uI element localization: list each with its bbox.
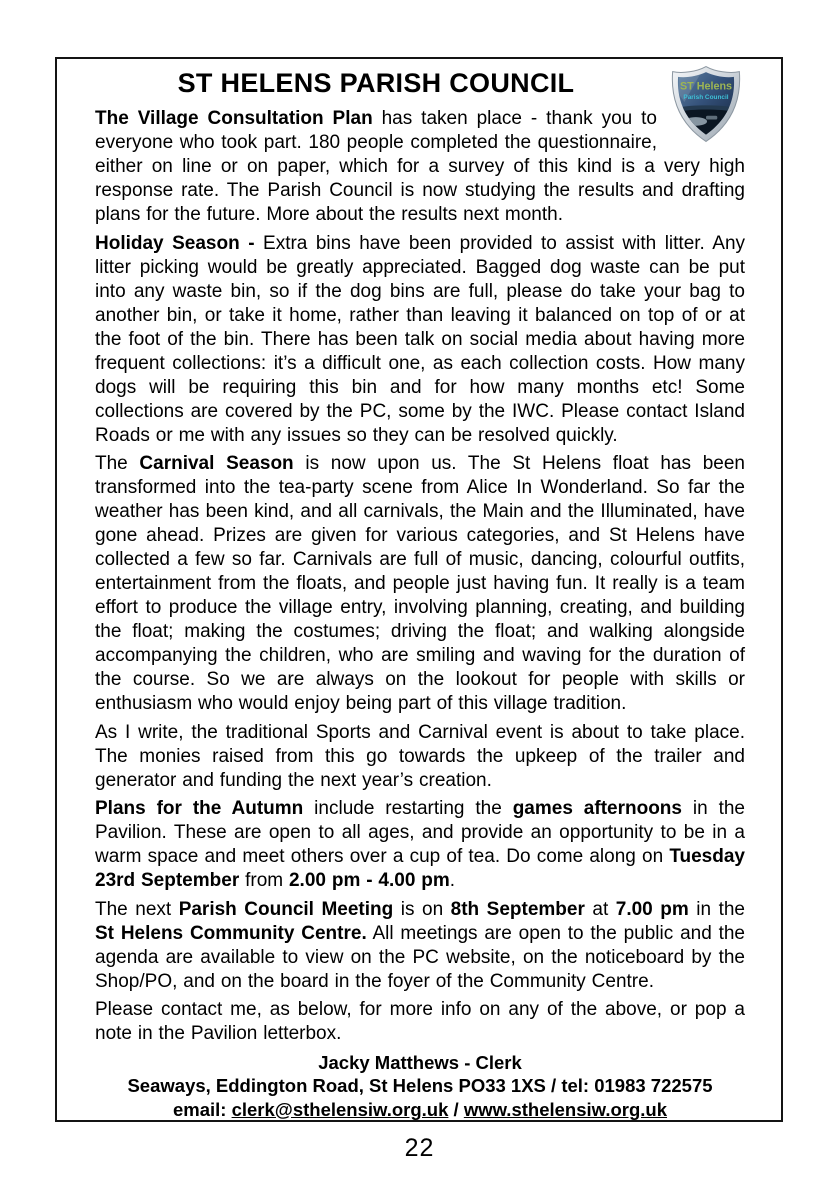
clerk-contact-footer bbox=[95, 1051, 745, 1122]
email-link[interactable]: clerk@sthelensiw.org.uk bbox=[231, 1098, 449, 1120]
website-link[interactable]: www.sthelensiw.org.uk bbox=[463, 1098, 668, 1120]
article-content bbox=[95, 65, 745, 1051]
shield-crest-icon bbox=[667, 65, 745, 143]
paragraph-contact-note bbox=[95, 998, 745, 1046]
autumn-plans-heading: Plans for the Autumn bbox=[95, 798, 304, 819]
bordered-article-panel bbox=[55, 57, 783, 1122]
text-run: is now upon us. The St Helens float has been transformed into the tea-party scene from Alice In Wonderland. So far the weather has been kind, and all carnivals, the Main and the Illuminated, have gone ahead. Prizes are given for various categories, and St Helens have collected a few so far. Carnivals are full of music, dancing, colourful outfits, entertainment from the floats, and people just having fun. It really is a team effort to produce the village entry, involving planning, creating, and building the float; making the costumes; driving the float; and walking alongside accompanying the children, who are smiling and waving for the duration of the course. So we are always on the lookout for people with skills or enthusiasm who would enjoy being part of this village tradition. bbox=[95, 453, 745, 714]
games-date-bold: Tuesday 23rd September bbox=[95, 846, 745, 891]
logo-subtitle-text: Parish Council bbox=[683, 93, 729, 101]
games-afternoons-bold: games afternoons bbox=[512, 798, 682, 819]
text-run: has taken place - thank you to everyone who took part. 180 people completed the questionnaire, either on line or on paper, which for a survey of this kind is a very high response rate. The Parish Council is now studying the results and drafting plans for the future. More about the results next month. bbox=[95, 108, 745, 225]
text-run: The next bbox=[95, 898, 179, 920]
text-run: The bbox=[95, 453, 140, 474]
text-run: . bbox=[449, 870, 456, 891]
paragraph-sports-carnival bbox=[95, 721, 745, 793]
holiday-season-heading: Holiday Season - bbox=[95, 232, 255, 254]
text-run: is on bbox=[393, 898, 451, 920]
email-label: email: bbox=[172, 1098, 232, 1120]
paragraph-autumn-plans bbox=[95, 797, 745, 893]
address-line: Seaways, Eddington Road, St Helens PO33 1XS / tel: 01983 722575 bbox=[127, 1075, 713, 1096]
paragraph-holiday-season bbox=[95, 232, 745, 448]
parish-council-crest-logo bbox=[667, 65, 745, 143]
text-run: in the bbox=[688, 898, 745, 920]
text-run: in the Pavilion. These are open to all ages, and provide an opportunity to be in a warm space and meet others over a cup of tea. Do come along on bbox=[95, 798, 745, 867]
text-run: All meetings are open to the public and the agenda are available to view on the PC website, on the noticeboard by the Shop/PO, and on the board in the foyer of the Community Centre. bbox=[95, 922, 745, 992]
text-run: Please contact me, as below, for more info on any of the above, or pop a note in the Pavilion letterbox. bbox=[95, 999, 745, 1044]
text-run: include restarting the bbox=[303, 798, 513, 819]
meeting-date-bold: 8th September bbox=[450, 898, 585, 920]
village-consultation-heading: The Village Consultation Plan bbox=[95, 108, 373, 129]
text-run: As I write, the traditional Sports and Carnival event is about to take place. The monies raised from this go towards the upkeep of the trailer and generator and funding the next year’s creation. bbox=[95, 721, 745, 791]
text-run: Extra bins have been provided to assist with litter. Any litter picking would be greatly appreciated. Bagged dog waste can be put into any waste bin, so if the dog bins are full, please do take your bag to another bin, or take it home, rather than leaving it balanced on top of or at the foot of the bin. There has been talk on social media about having more frequent collections: it’s a difficult one, as each collection costs. How many dogs will be requiring this bin and for how many months etc! Some collections are covered by the PC, some by the IWC. Please contact Island Roads or me with any issues so they can be resolved quickly. bbox=[95, 232, 746, 446]
paragraph-council-meeting bbox=[95, 898, 745, 994]
clerk-name-line: Jacky Matthews - Clerk bbox=[318, 1051, 522, 1073]
page-number: 22 bbox=[404, 1134, 435, 1162]
carnival-season-heading: Carnival Season bbox=[139, 453, 294, 474]
meeting-title-bold: Parish Council Meeting bbox=[178, 898, 394, 920]
paragraph-village-consultation bbox=[95, 107, 745, 227]
logo-title-text: ST Helens bbox=[679, 80, 733, 93]
meeting-venue-bold: St Helens Community Centre. bbox=[95, 922, 367, 944]
page-title: ST HELENS PARISH COUNCIL bbox=[177, 68, 575, 98]
text-run: at bbox=[584, 898, 616, 920]
text-run: from bbox=[239, 870, 289, 891]
paragraph-carnival-season bbox=[95, 452, 745, 716]
email-line bbox=[95, 1098, 745, 1122]
separator: / bbox=[448, 1098, 464, 1120]
meeting-time-bold: 7.00 pm bbox=[615, 898, 689, 920]
games-time-bold: 2.00 pm - 4.00 pm bbox=[288, 870, 450, 891]
